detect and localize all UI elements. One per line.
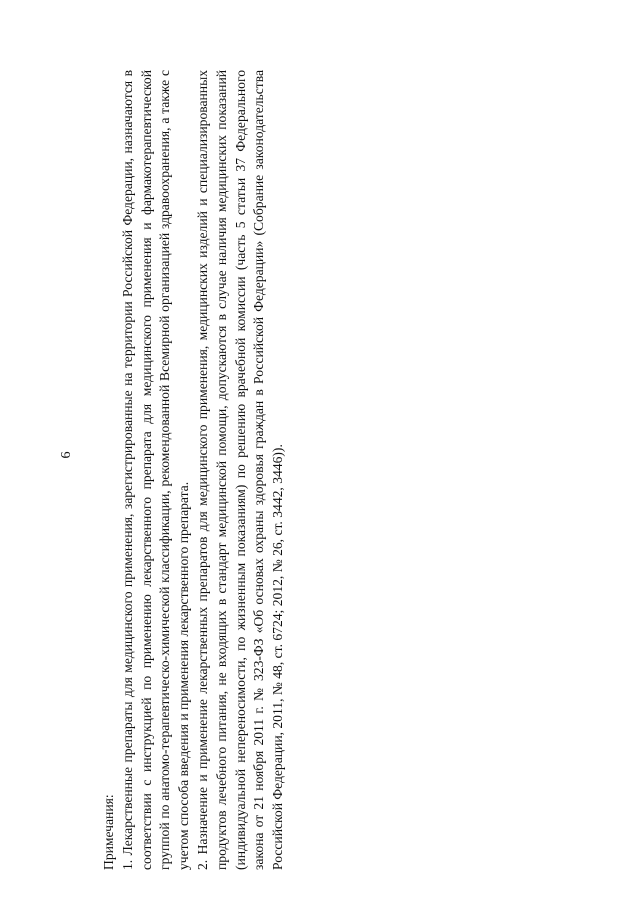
page-number: 6 [59,451,74,459]
note-2: 2. Назначение и применение лекарственных препаратов для медицинского применения, медицинских изделий и специализированных продуктов лечебного питания, не входящих в стандарт медицинской помощи, допускаются в случае наличия медицинских показаний (индивидуальной непереносимости, по жизненным показаниям) по решению врачебной комиссии (часть 5 статьи 37 Федерального закона от 21 ноября 2011 г. № 323-ФЗ «Об основах охраны здоровья граждан в Российской Федерации» (Собрание законодательства Российской Федерации, 2011, № 48, ст. 6724; 2012, № 26, ст. 3442, 3446)). [194,70,286,870]
page-number-wrap [59,443,89,467]
note-1: 1. Лекарственные препараты для медицинского применения, зарегистрированные на территории Российской Федерации, назначаются в соответствии с инструкцией по применению лекарственного препарата для медицинского применения и фармакотерапевтической группой по анатомо-терапевтическо-химической классификации, рекомендованной Всемирной организацией здравоохранения, а также с учетом способа введения и применения лекарственного препарата. [119,70,192,870]
notes-section [100,70,288,870]
notes-heading: Примечания: [101,794,116,870]
